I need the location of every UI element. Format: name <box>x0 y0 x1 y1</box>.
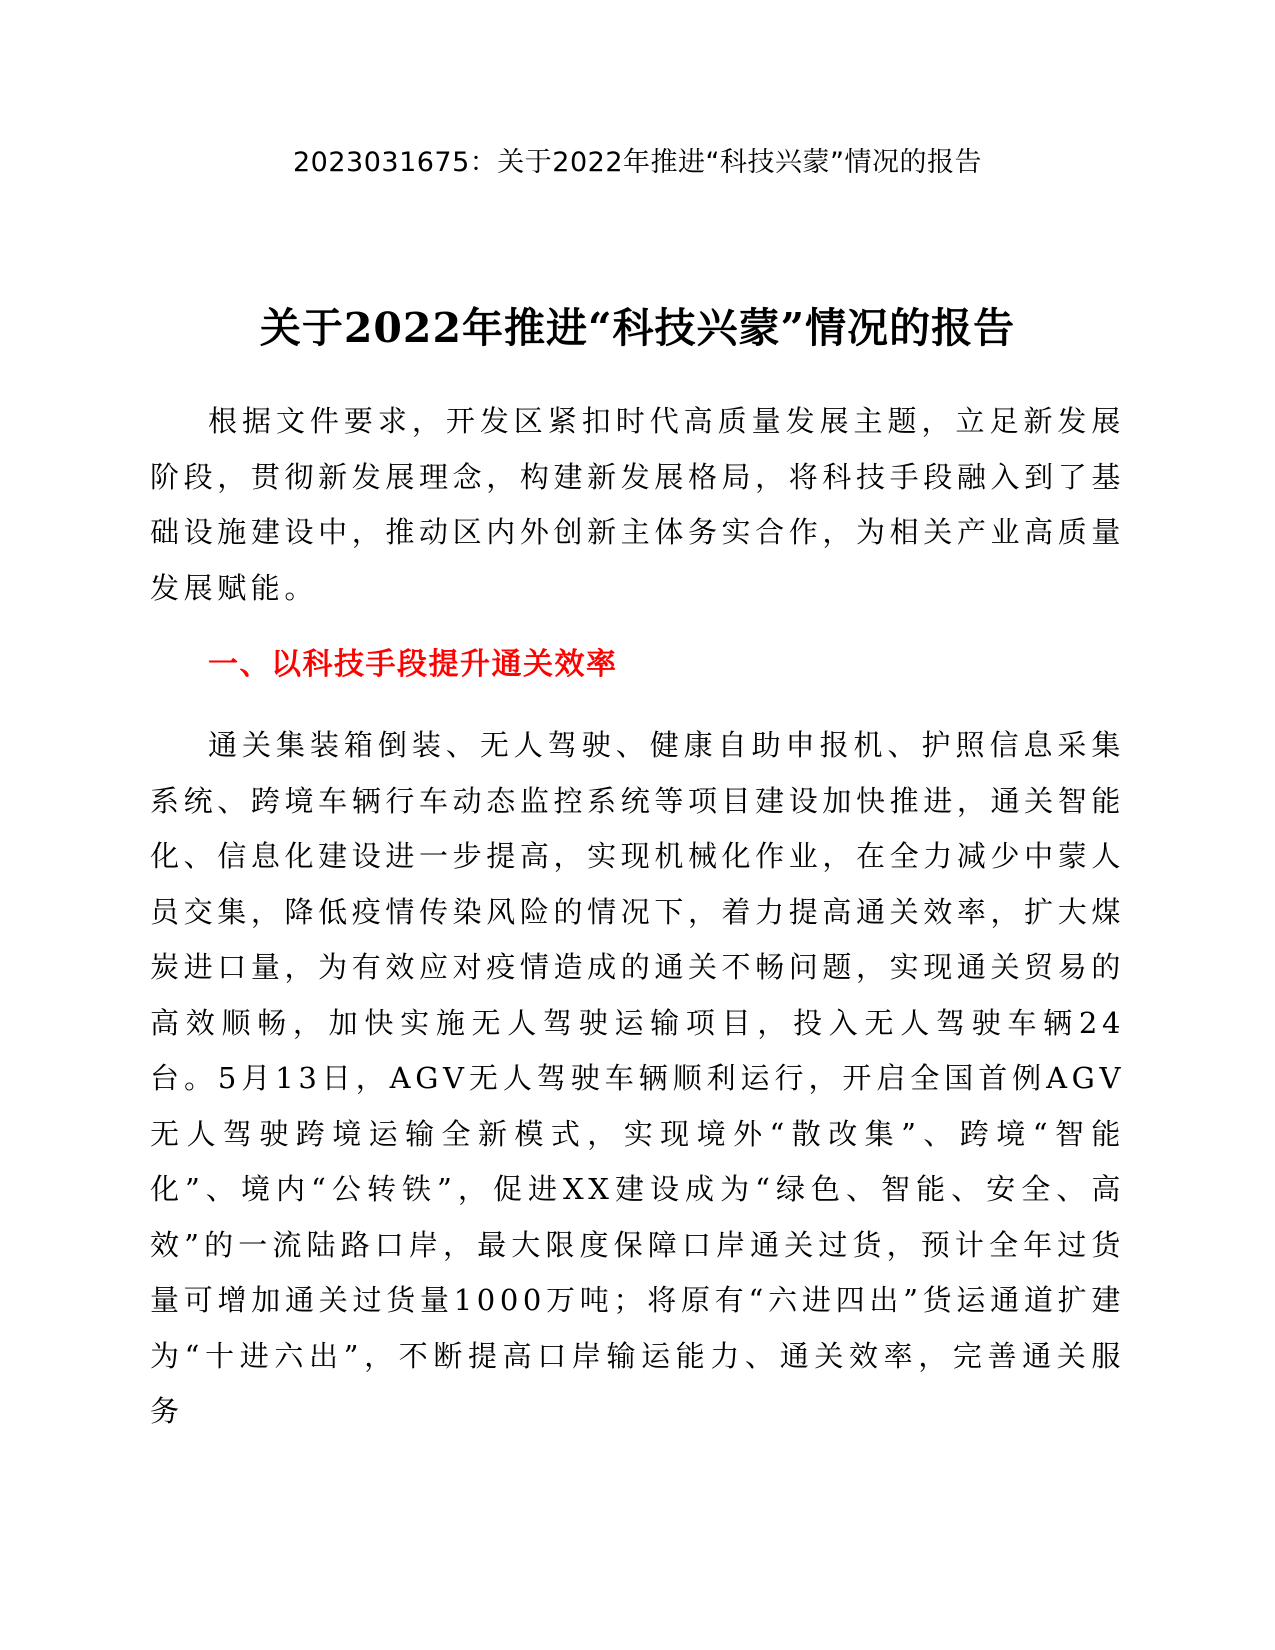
document-title: 关于2022年推进“科技兴蒙”情况的报告 <box>259 304 1016 352</box>
document-header-label: 2023031675：关于2022年推进“科技兴蒙”情况的报告 <box>293 147 982 178</box>
section-paragraph: 通关集装箱倒装、无人驾驶、健康自助申报机、护照信息采集系统、跨境车辆行车动态监控系统等项目建设加快推进，通关智能化、信息化建设进一步提高，实现机械化作业，在全力减少中蒙人员交集，降低疫情传染风险的情况下，着力提高通关效率，扩大煤炭进口量，为有效应对疫情造成的通关不畅问题，实现通关贸易的高效顺畅，加快实施无人驾驶运输项目，投入无人驾驶车辆24台。5月13日，AGV无人驾驶车辆顺利运行，开启全国首例AGV无人驾驶跨境运输全新模式，实现境外“散改集”、跨境“智能化”、境内“公转铁”，促进XX建设成为“绿色、智能、安全、高效”的一流陆路口岸，最大限度保障口岸通关过货，预计全年过货量可增加通关过货量1000万吨；将原有“六进四出”货运通道扩建为“十进六出”，不断提高口岸输运能力、通关效率，完善通关服务 <box>150 728 1125 1428</box>
section-heading: 一、以科技手段提升通关效率 <box>208 647 618 682</box>
intro-paragraph: 根据文件要求，开发区紧扣时代高质量发展主题，立足新发展阶段，贯彻新发展理念，构建新发展格局，将科技手段融入到了基础设施建设中，推动区内外创新主体务实合作，为相关产业高质量发展赋能。 <box>150 404 1125 605</box>
